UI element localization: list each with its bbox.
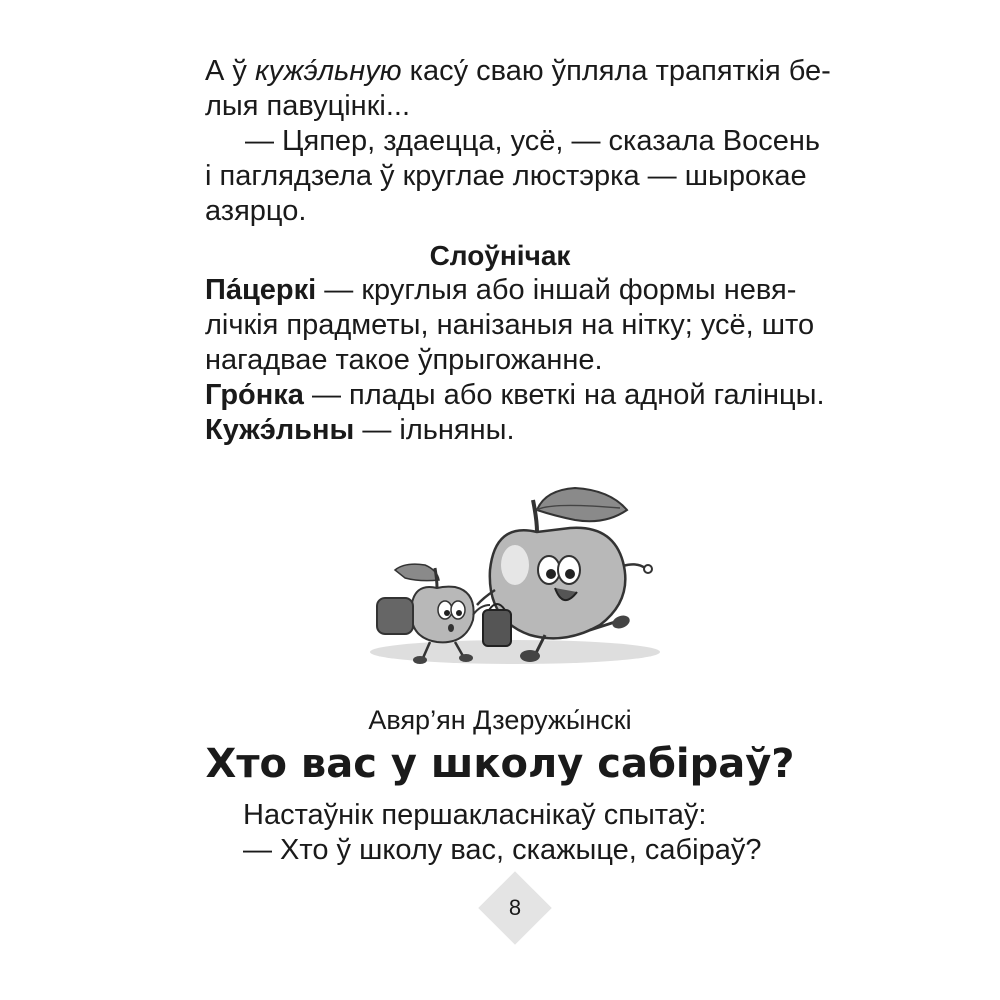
poem-line-2: — Хто ў школу вас, скажыце, сабіраў? [243, 834, 762, 866]
dictionary-entry-1-cont: лічкія прадметы, нанізаныя на нітку; усё, што [205, 309, 815, 341]
dictionary-term: Гро́нка [205, 379, 304, 411]
dictionary-entry-3: Кужэ́льны — ільняны. [205, 414, 515, 446]
dictionary-term: Па́церкі [205, 274, 317, 306]
story-line-5: азярцо. [205, 195, 307, 227]
two-walking-apples-illustration [365, 470, 665, 670]
poem-author: Авяр’ян Дзеружы́нскі [368, 705, 632, 735]
dictionary-entry-1: Па́церкі — круглыя або іншай формы невя- [205, 274, 797, 306]
story-italic-word: кужэ́льную [254, 55, 402, 87]
poem-title: Хто вас у школу сабіраў? [205, 741, 795, 787]
backpack [377, 598, 413, 634]
dictionary-entry-1-cont: нагадвае такое ўпрыгожанне. [205, 344, 603, 376]
story-line-1: А ў кужэ́льную касу́ сваю ўпляла трапяткія бе- [205, 55, 831, 87]
story-line-4: і паглядзела ў круглае люстэрка — шырокае [205, 160, 807, 192]
page-number: 8 [508, 895, 522, 920]
story-line-3: — Цяпер, здаецца, усё, — сказала Восень [245, 125, 820, 157]
story-line-2: лыя павуцінкі... [205, 90, 410, 122]
school-bag [483, 610, 511, 646]
poem-line-1: Настаўнік першакласнікаў спытаў: [243, 799, 707, 831]
dictionary-entry-2: Гро́нка — плады або кветкі на адной галінцы. [205, 379, 825, 411]
dictionary-title: Слоўнічак [429, 240, 571, 271]
dictionary-term: Кужэ́льны [205, 414, 355, 446]
